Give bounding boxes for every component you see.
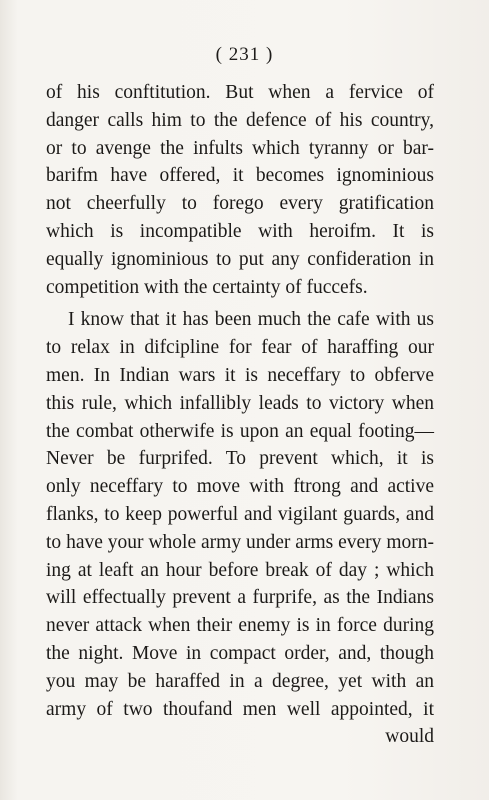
text-line: equally ignominious to put any confideration in <box>46 248 434 270</box>
text-line: to relax in difcipline for fear of haraffing our <box>46 337 434 359</box>
page-number: ( 231 ) <box>215 44 274 65</box>
text-line: ing at leaft an hour before break of day ; which <box>46 559 434 581</box>
text-line: will effectually prevent a furprife, as the Indians <box>46 587 434 609</box>
text-line: which is incompatible with heroifm. It is <box>46 220 434 242</box>
text-line: to have your whole army under arms every morn- <box>46 531 434 553</box>
text-line: the combat otherwife is upon an equal footing— <box>46 420 434 442</box>
text-line: you may be haraffed in a degree, yet with an <box>46 670 434 692</box>
text-line: I know that it has been much the cafe with us <box>68 309 434 331</box>
text-line: the night. Move in compact order, and, though <box>46 642 434 664</box>
text-line: or to avenge the infults which tyranny or bar- <box>46 137 434 159</box>
text-line: danger calls him to the defence of his country, <box>46 109 434 131</box>
catchword: would <box>385 726 434 748</box>
text-line: Never be furprifed. To prevent which, it is <box>46 448 434 470</box>
text-line: men. In Indian wars it is neceffary to obferve <box>46 364 434 386</box>
text-line: never attack when their enemy is in force during <box>46 615 434 637</box>
text-line: flanks, to keep powerful and vigilant guards, and <box>46 503 434 525</box>
text-line: army of two thoufand men well appointed, it <box>46 698 434 720</box>
body-text <box>46 79 434 751</box>
text-line: only neceffary to move with ftrong and active <box>46 476 434 498</box>
text-line: competition with the certainty of fuccefs. <box>46 276 368 298</box>
paragraph-2 <box>46 306 434 723</box>
text-line: barifm have offered, it becomes ignominious <box>46 165 434 187</box>
text-line: this rule, which infallibly leads to victory when <box>46 392 434 414</box>
text-line: of his conftitution. But when a fervice of <box>46 82 434 103</box>
text-line: not cheerfully to forego every gratification <box>46 193 434 215</box>
paragraph-1 <box>46 79 434 301</box>
